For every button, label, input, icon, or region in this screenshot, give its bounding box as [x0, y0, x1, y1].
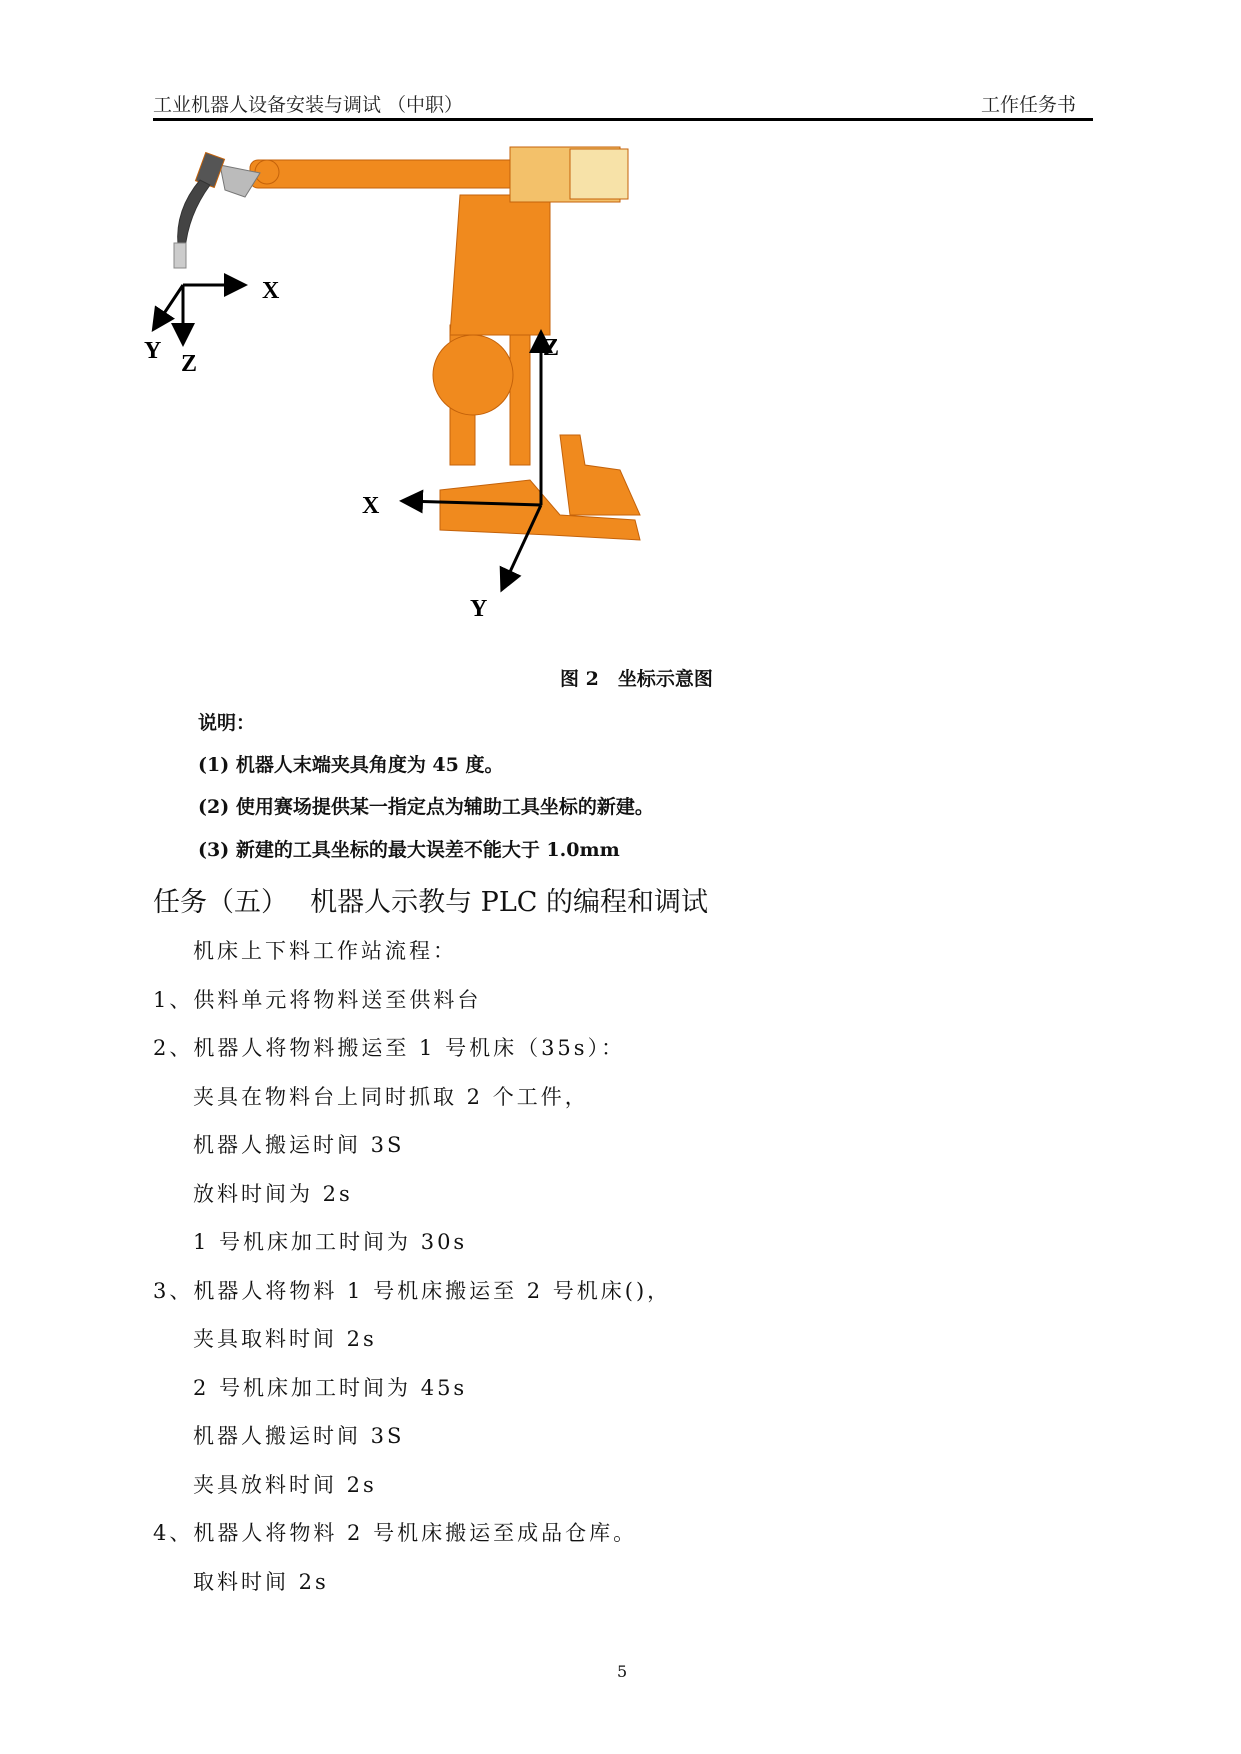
base-x-label: X: [362, 493, 380, 519]
task-flow-line: 1、供料单元将物料送至供料台: [153, 987, 482, 1012]
note-item: (3) 新建的工具坐标的最大误差不能大于 1.0mm: [198, 839, 620, 861]
notes-title: 说明：: [198, 712, 256, 734]
task-flow-line: 机器人搬运时间 3S: [193, 1133, 405, 1157]
tool-z-label: Z: [181, 351, 198, 377]
header-doc-type: 工作任务书: [980, 94, 1076, 116]
tool-y-axis: [155, 285, 183, 327]
tool-x-label: X: [262, 278, 280, 304]
task-flow-line: 夹具取料时间 2s: [193, 1327, 377, 1351]
base-y-label: Y: [470, 596, 488, 622]
task-flow-line: 1 号机床加工时间为 30s: [193, 1230, 468, 1254]
task-flow-line: 2 号机床加工时间为 45s: [193, 1375, 468, 1400]
header-rule: [153, 118, 1093, 121]
note-item: (2) 使用赛场提供某一指定点为辅助工具坐标的新建。: [198, 796, 654, 818]
task-flow-line: 夹具在物料台上同时抓取 2 个工件，: [193, 1084, 589, 1109]
task-flow-line: 放料时间为 2s: [193, 1181, 353, 1206]
task-flow-line: 3、机器人将物料 1 号机床搬运至 2 号机床()，: [153, 1278, 672, 1303]
task-flow-line: 取料时间 2s: [193, 1569, 329, 1594]
figure-caption: 图 2 坐标示意图: [560, 668, 713, 690]
robot-coordinate-figure: [130, 135, 670, 635]
header-title: 工业机器人设备安装与调试 （中职）: [153, 94, 464, 116]
tool-y-label: Y: [144, 338, 162, 364]
robot-illustration: [174, 147, 640, 540]
task-flow-line: 2、机器人将物料搬运至 1 号机床（35s）：: [153, 1036, 626, 1060]
task-heading: 任务（五） 机器人示教与 PLC 的编程和调试: [153, 887, 709, 918]
note-item: (1) 机器人末端夹具角度为 45 度。: [198, 754, 504, 776]
task-flow-line: 机器人搬运时间 3S: [193, 1424, 405, 1448]
page-number: 5: [617, 1662, 628, 1681]
base-z-label: Z: [543, 335, 560, 361]
task-flow-line: 机床上下料工作站流程：: [193, 939, 457, 963]
task-flow-line: 4、机器人将物料 2 号机床搬运至成品仓库。: [153, 1521, 638, 1545]
task-flow-line: 夹具放料时间 2s: [193, 1472, 377, 1497]
